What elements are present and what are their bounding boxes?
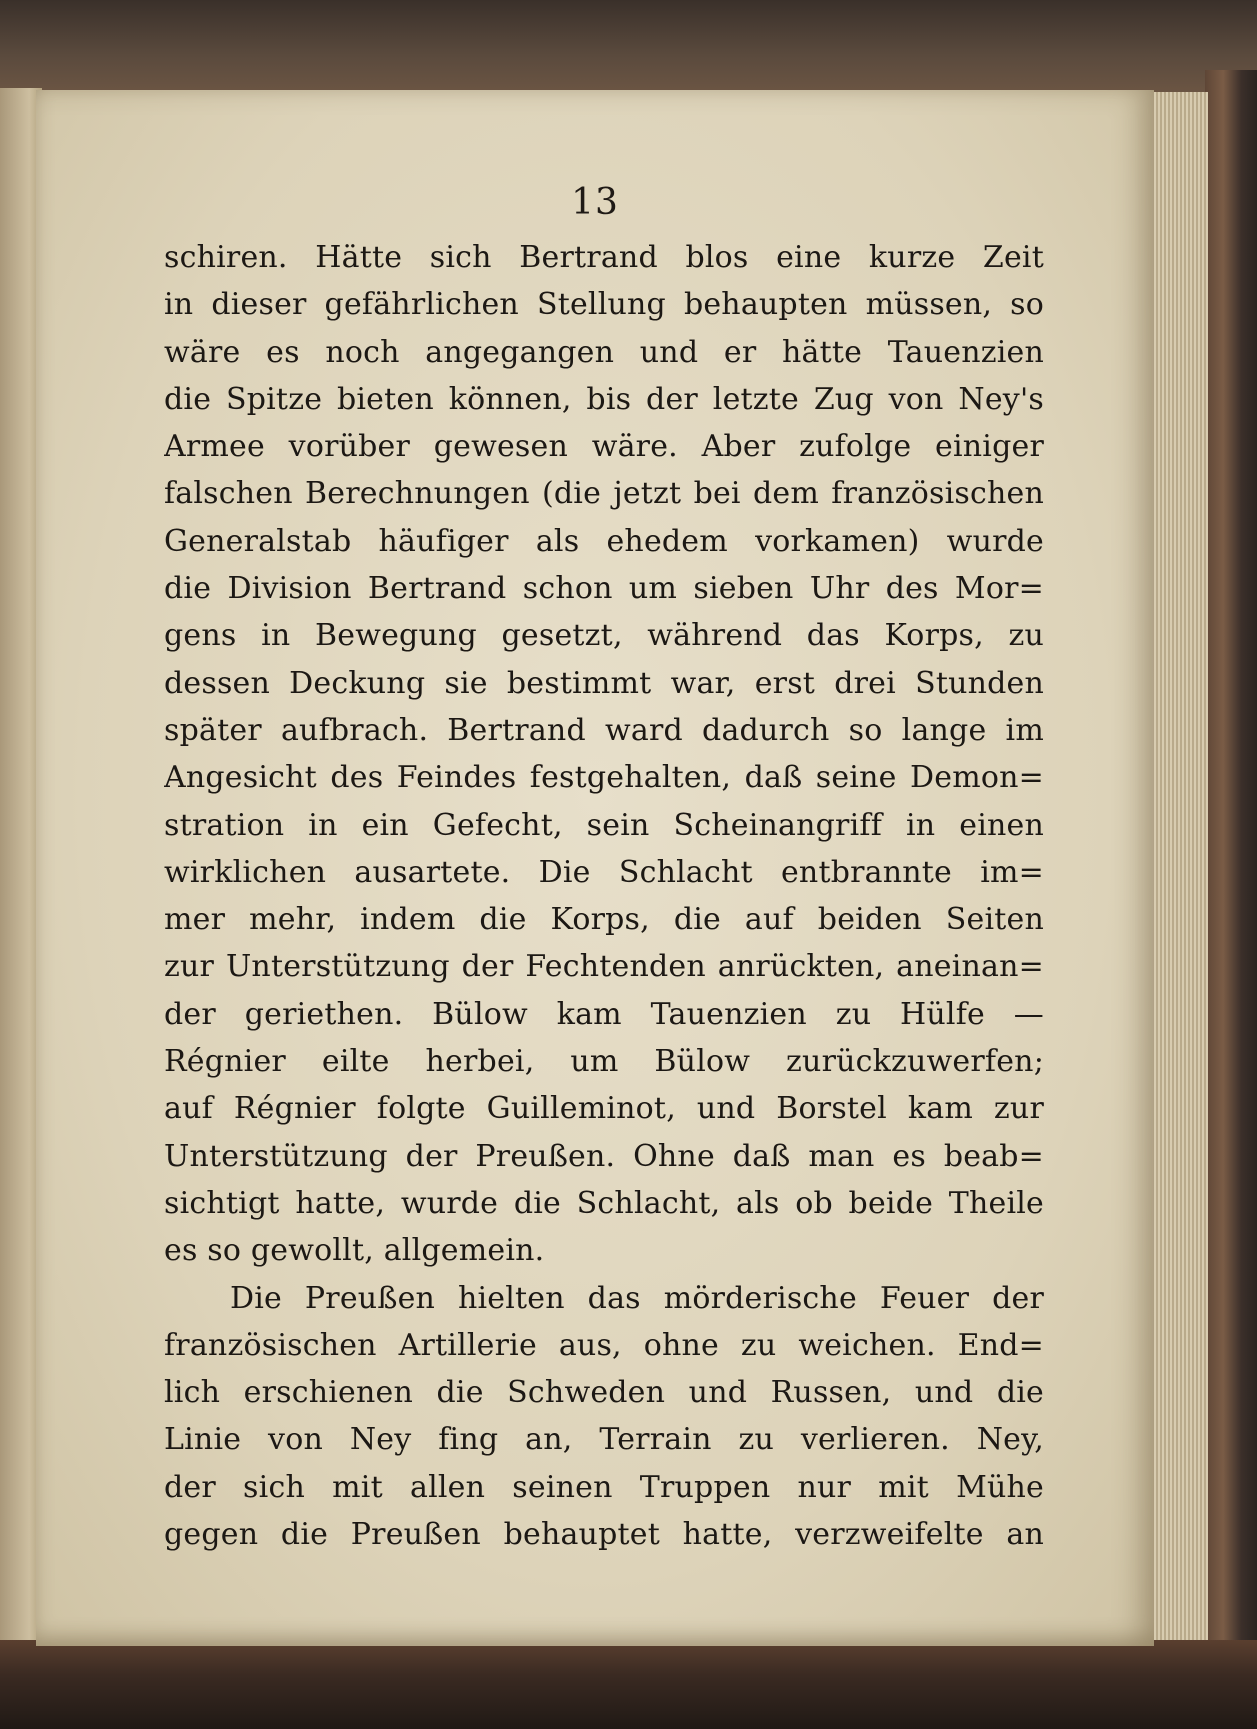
paragraph-end-line: es so gewollt, allgemein. [164, 1233, 545, 1269]
text-line: gens in Bewegung gesetzt, während das Korps, zu [164, 618, 1044, 654]
text-line: Linie von Ney fing an, Terrain zu verlieren. Ney, [164, 1422, 1044, 1458]
text-line: Angesicht des Feindes festgehalten, daß seine Demon= [164, 760, 1044, 796]
book-page [36, 90, 1154, 1646]
book-cover-right [1205, 70, 1257, 1660]
text-line: in dieser gefährlichen Stellung behaupten müssen, so [164, 287, 1044, 323]
text-line: die Spitze bieten können, bis der letzte Zug von Ney's [164, 381, 1044, 417]
text-line: später aufbrach. Bertrand ward dadurch so lange im [164, 712, 1044, 748]
text-line: dessen Deckung sie bestimmt war, erst drei Stunden [164, 665, 1044, 701]
text-line: der geriethen. Bülow kam Tauenzien zu Hülfe — [164, 996, 1044, 1032]
text-line: auf Régnier folgte Guilleminot, und Borstel kam zur [164, 1091, 1044, 1127]
text-line: wäre es noch angegangen und er hätte Tauenzien [164, 334, 1044, 370]
text-line: Generalstab häufiger als ehedem vorkamen) wurde [164, 523, 1044, 559]
text-line: sichtigt hatte, wurde die Schlacht, als ob beide Theile [164, 1185, 1044, 1221]
text-line: falschen Berechnungen (die jetzt bei dem französischen [164, 476, 1044, 512]
text-line: der sich mit allen seinen Truppen nur mit Mühe [164, 1469, 1044, 1505]
page-number: 13 [571, 182, 619, 223]
text-line: Régnier eilte herbei, um Bülow zurückzuwerfen; [164, 1044, 1044, 1080]
text-line: mer mehr, indem die Korps, die auf beiden Seiten [164, 902, 1044, 938]
paragraph-start-line: Die Preußen hielten das mörderische Feuer der [230, 1280, 1044, 1316]
text-line: schiren. Hätte sich Bertrand blos eine kurze Zeit [164, 240, 1044, 275]
text-line: französischen Artillerie aus, ohne zu weichen. End= [164, 1327, 1044, 1363]
book-cover-bottom [0, 1640, 1257, 1729]
text-line: Armee vorüber gewesen wäre. Aber zufolge einiger [164, 429, 1044, 465]
page-edges [1150, 92, 1208, 1644]
text-line: stration in ein Gefecht, sein Scheinangriff in einen [164, 807, 1044, 843]
text-line: wirklichen ausartete. Die Schlacht entbrannte im= [164, 854, 1044, 890]
body-text [164, 234, 1044, 1558]
text-line: gegen die Preußen behauptet hatte, verzweifelte an [164, 1517, 1044, 1553]
book-cover-top [0, 0, 1257, 92]
text-line: die Division Bertrand schon um sieben Uhr des Mor= [164, 571, 1044, 607]
text-line: Unterstützung der Preußen. Ohne daß man es beab= [164, 1138, 1044, 1174]
text-line: lich erschienen die Schweden und Russen, und die [164, 1375, 1044, 1411]
text-line: zur Unterstützung der Fechtenden anrückten, aneinan= [164, 949, 1044, 985]
